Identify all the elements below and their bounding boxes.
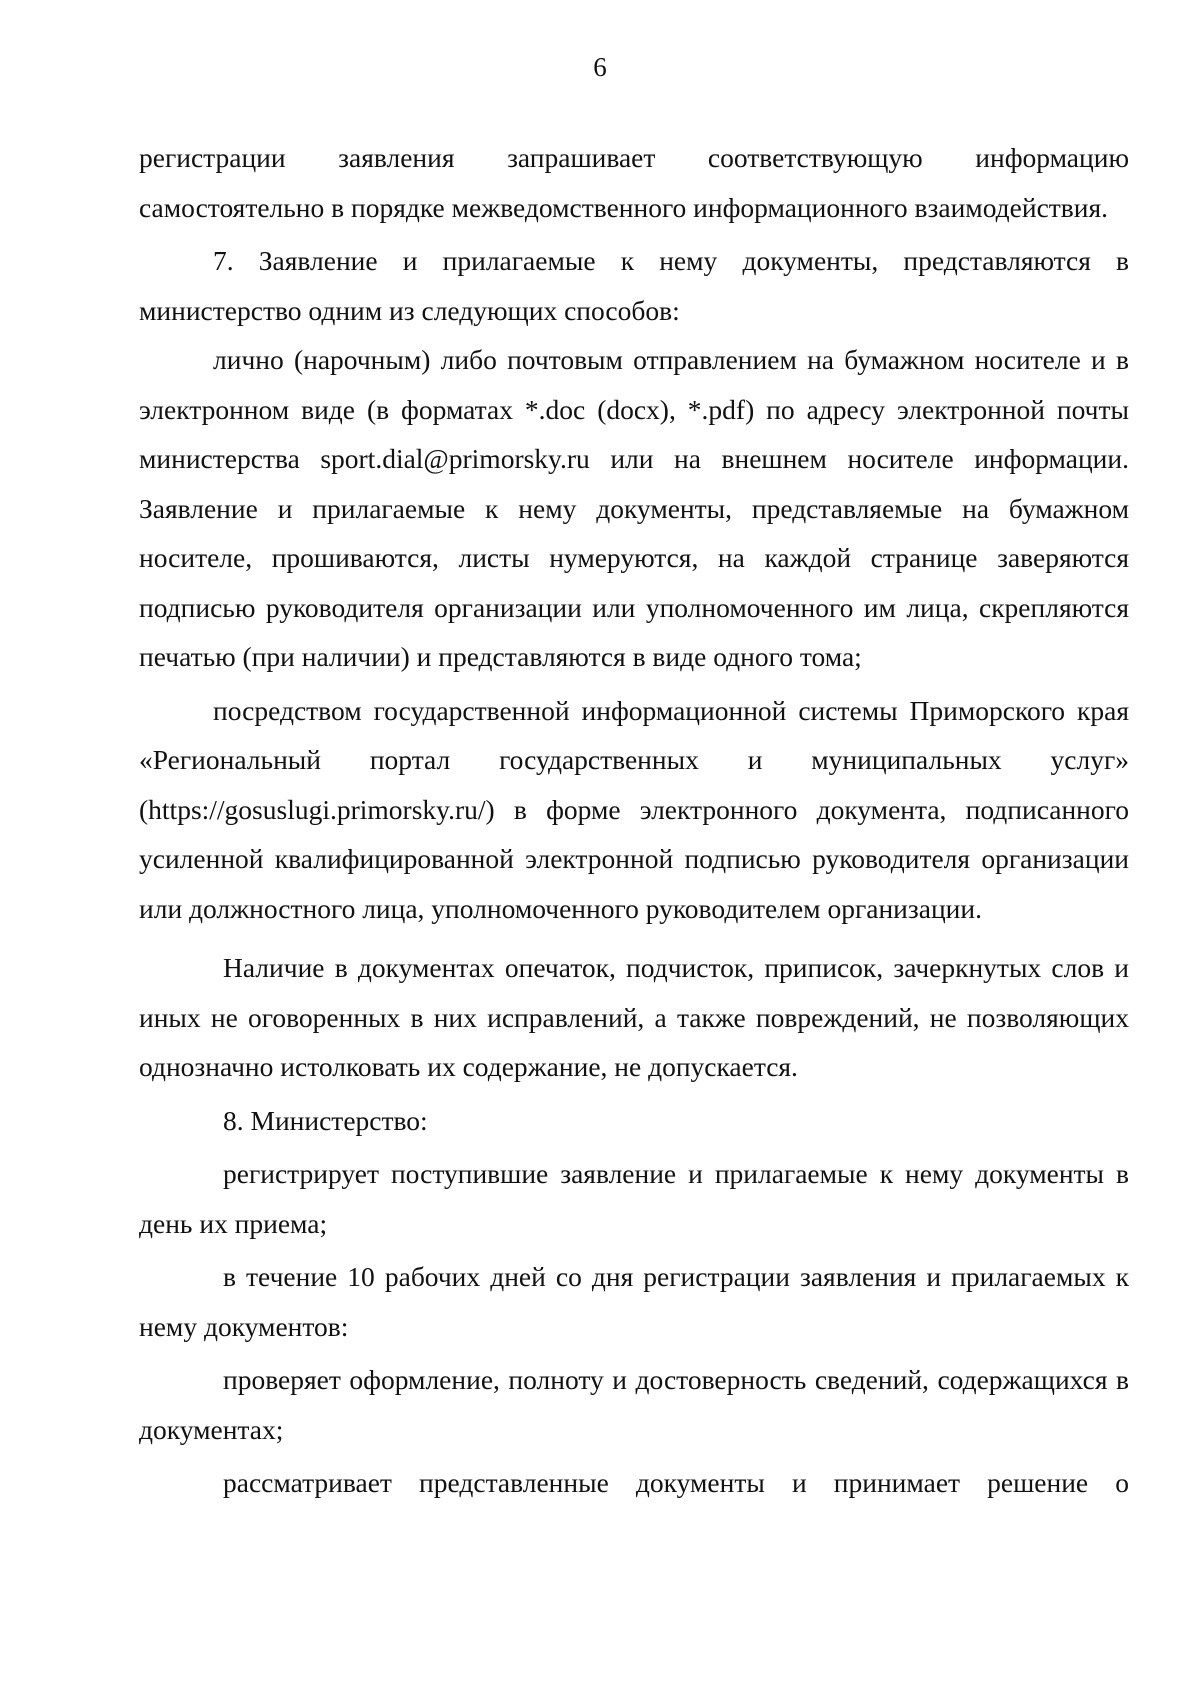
paragraph-in-person: лично (нарочным) либо почтовым отправлением на бумажном носителе и в электронном виде (в форматах *.doc (docx), *.pdf) по адресу электронной почты министерства sport.dial@primorsky.ru или на внешнем носителе информации. Заявление и прилагаемые к нему документы, представляемые на бумажном носителе, прошиваются, листы нумеруются, на каждой странице заверяются подписью руководителя организации или уполномоченного им лица, скрепляются печатью (при наличии) и представляются в виде одного тома; (139, 344, 1129, 672)
page-number: 6 (593, 52, 607, 82)
paragraph-within-10-days: в течение 10 рабочих дней со дня регистрации заявления и прилагаемых к нему документов: (139, 1261, 1129, 1342)
document-body (139, 133, 1129, 1508)
paragraph-portal: посредством государственной информационной системы Приморского края «Региональный портал государственных и муниципальных услуг» (https://gosuslugi.primorsky.ru/) в форме электронного документа, подписанного усиленной квалифицированной электронной подписью руководителя организации или должностного лица, уполномоченного руководителем организации. (139, 694, 1129, 924)
paragraph-item-7: 7. Заявление и прилагаемые к нему документы, представляются в министерство одним из следующих способов: (139, 245, 1129, 326)
paragraph-continuation: регистрации заявления запрашивает соответствующую информацию самостоятельно в порядке межведомственного информационного взаимодействия. (139, 142, 1129, 223)
paragraph-checks: проверяет оформление, полноту и достоверность сведений, содержащихся в документах; (139, 1364, 1129, 1445)
paragraph-registers: регистрирует поступившие заявление и прилагаемые к нему документы в день их приема; (139, 1158, 1129, 1239)
paragraph-errors: Наличие в документах опечаток, подчисток, приписок, зачеркнутых слов и иных не оговоренных в них исправлений, а также повреждений, не позволяющих однозначно истолковать их содержание, не допускается. (139, 952, 1129, 1082)
paragraph-item-8: 8. Министерство: (223, 1104, 428, 1136)
paragraph-reviews: рассматривает представленные документы и принимает решение о (223, 1467, 1129, 1498)
